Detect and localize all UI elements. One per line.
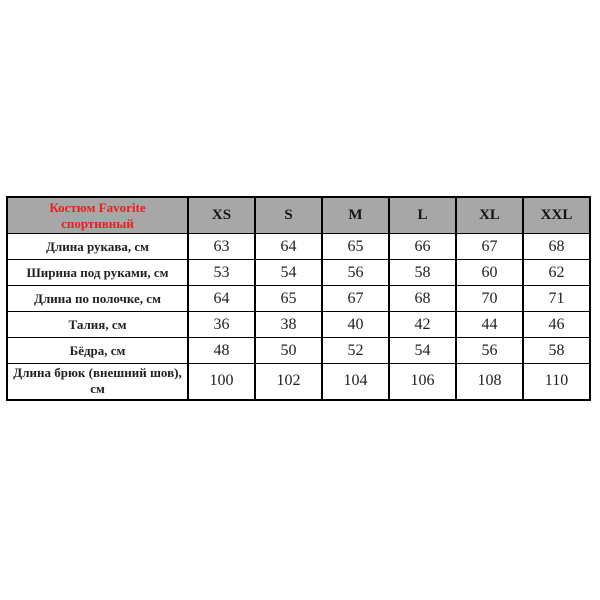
size-chart-body [7,234,590,400]
table-row [7,260,590,286]
table-row [7,312,590,338]
size-chart-header [7,197,590,234]
size-value-cell: 65 [255,286,322,312]
size-chart-table [6,196,591,401]
size-value-cell: 70 [456,286,523,312]
row-label-hips: Бёдра, см [7,338,188,364]
size-value-cell: 54 [255,260,322,286]
table-title: Костюм Favorite спортивный [7,197,188,234]
header-row [7,197,590,234]
size-value-cell: 52 [322,338,389,364]
size-value-cell: 65 [322,234,389,260]
size-value-cell: 66 [389,234,456,260]
size-value-cell: 67 [456,234,523,260]
size-value-cell: 64 [255,234,322,260]
size-value-cell: 42 [389,312,456,338]
size-header-xxl: XXL [523,197,590,234]
size-header-l: L [389,197,456,234]
size-value-cell: 62 [523,260,590,286]
size-value-cell: 68 [389,286,456,312]
size-value-cell: 71 [523,286,590,312]
row-label-trouser-outer-seam-length: Длина брюк (внешний шов), см [7,364,188,400]
size-header-s: S [255,197,322,234]
size-header-xs: XS [188,197,255,234]
size-value-cell: 100 [188,364,255,400]
size-value-cell: 64 [188,286,255,312]
size-value-cell: 104 [322,364,389,400]
size-value-cell: 58 [389,260,456,286]
size-value-cell: 63 [188,234,255,260]
table-row [7,234,590,260]
table-row [7,338,590,364]
size-value-cell: 40 [322,312,389,338]
size-value-cell: 108 [456,364,523,400]
row-label-front-length: Длина по полочке, см [7,286,188,312]
size-value-cell: 48 [188,338,255,364]
size-value-cell: 36 [188,312,255,338]
size-value-cell: 56 [456,338,523,364]
size-value-cell: 67 [322,286,389,312]
size-value-cell: 38 [255,312,322,338]
size-value-cell: 54 [389,338,456,364]
size-value-cell: 68 [523,234,590,260]
row-label-waist: Талия, см [7,312,188,338]
size-value-cell: 44 [456,312,523,338]
size-value-cell: 53 [188,260,255,286]
table-row [7,364,590,400]
size-value-cell: 102 [255,364,322,400]
size-value-cell: 56 [322,260,389,286]
table-row [7,286,590,312]
size-header-xl: XL [456,197,523,234]
size-value-cell: 50 [255,338,322,364]
size-header-m: M [322,197,389,234]
size-value-cell: 60 [456,260,523,286]
size-value-cell: 58 [523,338,590,364]
row-label-sleeve-length: Длина рукава, см [7,234,188,260]
size-value-cell: 46 [523,312,590,338]
size-value-cell: 110 [523,364,590,400]
row-label-underarm-width: Ширина под руками, см [7,260,188,286]
size-value-cell: 106 [389,364,456,400]
